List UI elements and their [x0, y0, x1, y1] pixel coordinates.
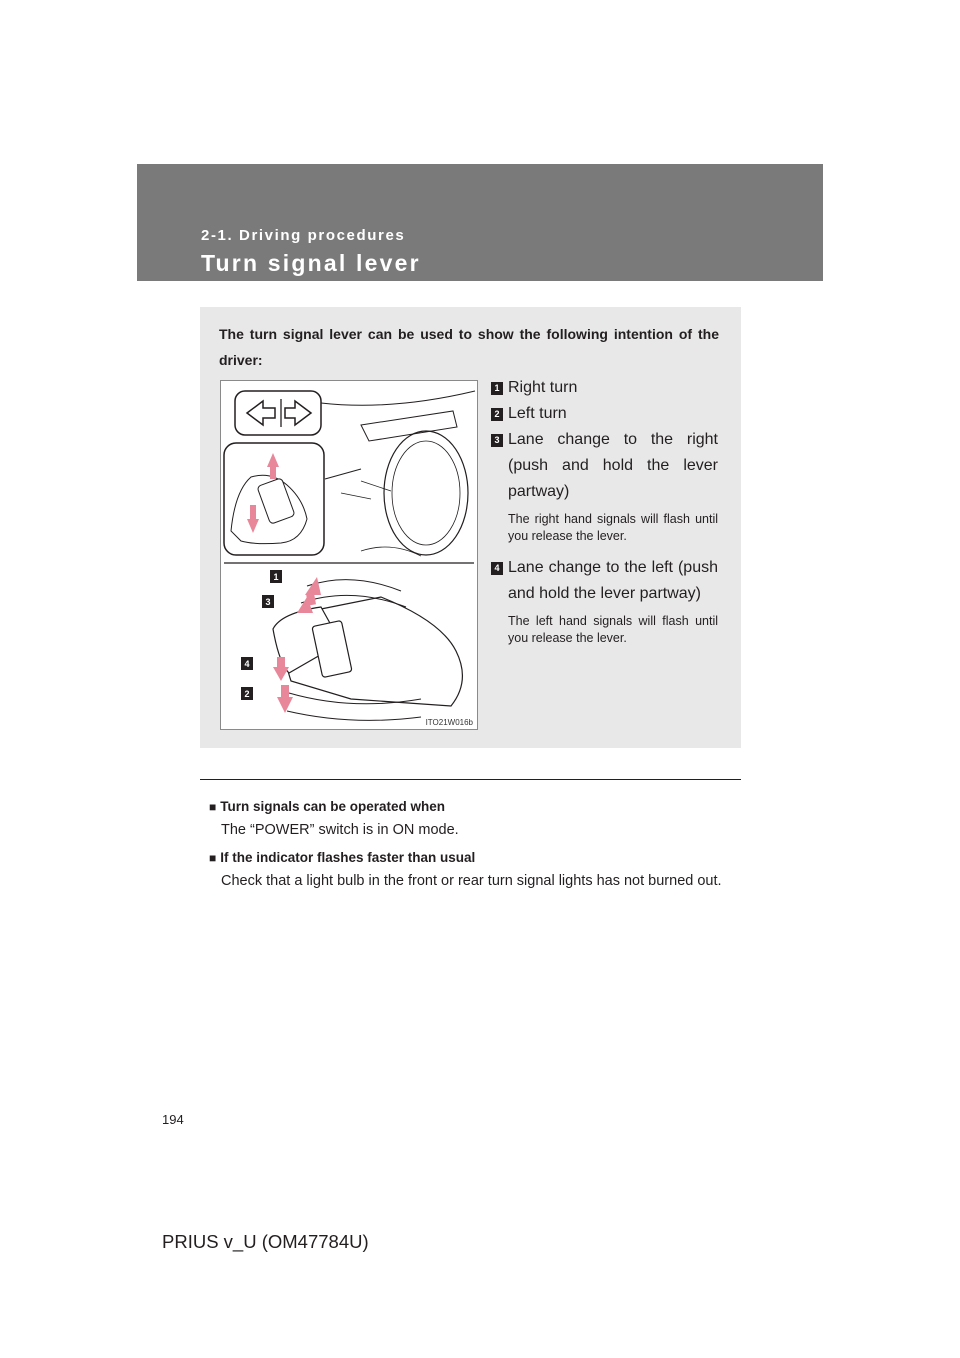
page-title: Turn signal lever [201, 250, 421, 276]
illustration-drawing [221, 381, 477, 729]
svg-text:1: 1 [273, 572, 279, 582]
svg-text:4: 4 [244, 659, 250, 669]
intro-text: The turn signal lever can be used to show the following intention of the driver: [219, 326, 719, 368]
step-note: The right hand signals will flash until you release the lever. [508, 512, 718, 543]
note-heading: ■ If the indicator flashes faster than usual [209, 850, 476, 865]
info-box [200, 307, 741, 748]
step-number: 1 [491, 382, 503, 395]
step-number: 2 [491, 408, 503, 421]
step-text: Right turn [508, 379, 578, 396]
note-body: Check that a light bulb in the front or rear turn signal lights has not burned out. [221, 873, 722, 889]
svg-text:2: 2 [244, 689, 250, 699]
bullet-square-icon: ■ [209, 851, 217, 865]
steps-list [490, 375, 718, 647]
note-heading: ■ Turn signals can be operated when [209, 799, 446, 814]
step-number: 3 [491, 434, 503, 447]
step-item [490, 555, 718, 647]
notes-section [209, 797, 739, 892]
chapter-header [137, 164, 823, 281]
step-text: Lane change to the left (push and hold the lever partway) [508, 559, 718, 602]
bullet-square-icon: ■ [209, 800, 217, 814]
step-note: The left hand signals will flash until you release the lever. [508, 614, 718, 645]
callout-1 [270, 570, 282, 583]
section-label: 2-1. Driving procedures [201, 227, 406, 244]
step-item [490, 375, 718, 401]
page-number: 194 [162, 1112, 184, 1127]
step-text: Lane change to the right (push and hold the lever partway) [508, 431, 718, 500]
figure-code: ITO21W016b [425, 718, 473, 727]
note-body: The “POWER” switch is in ON mode. [221, 822, 459, 838]
turn-signal-illustration [220, 380, 478, 730]
divider-rule [200, 779, 741, 780]
callout-3 [262, 595, 274, 608]
callout-4 [241, 657, 253, 670]
step-item [490, 427, 718, 545]
steering-wheel [384, 431, 468, 555]
step-item [490, 401, 718, 427]
callout-2 [241, 687, 253, 700]
svg-text:3: 3 [265, 597, 271, 607]
footer-model-label: PRIUS v_U (OM47784U) [162, 1231, 369, 1252]
step-number: 4 [491, 562, 503, 575]
step-text: Left turn [508, 405, 567, 422]
